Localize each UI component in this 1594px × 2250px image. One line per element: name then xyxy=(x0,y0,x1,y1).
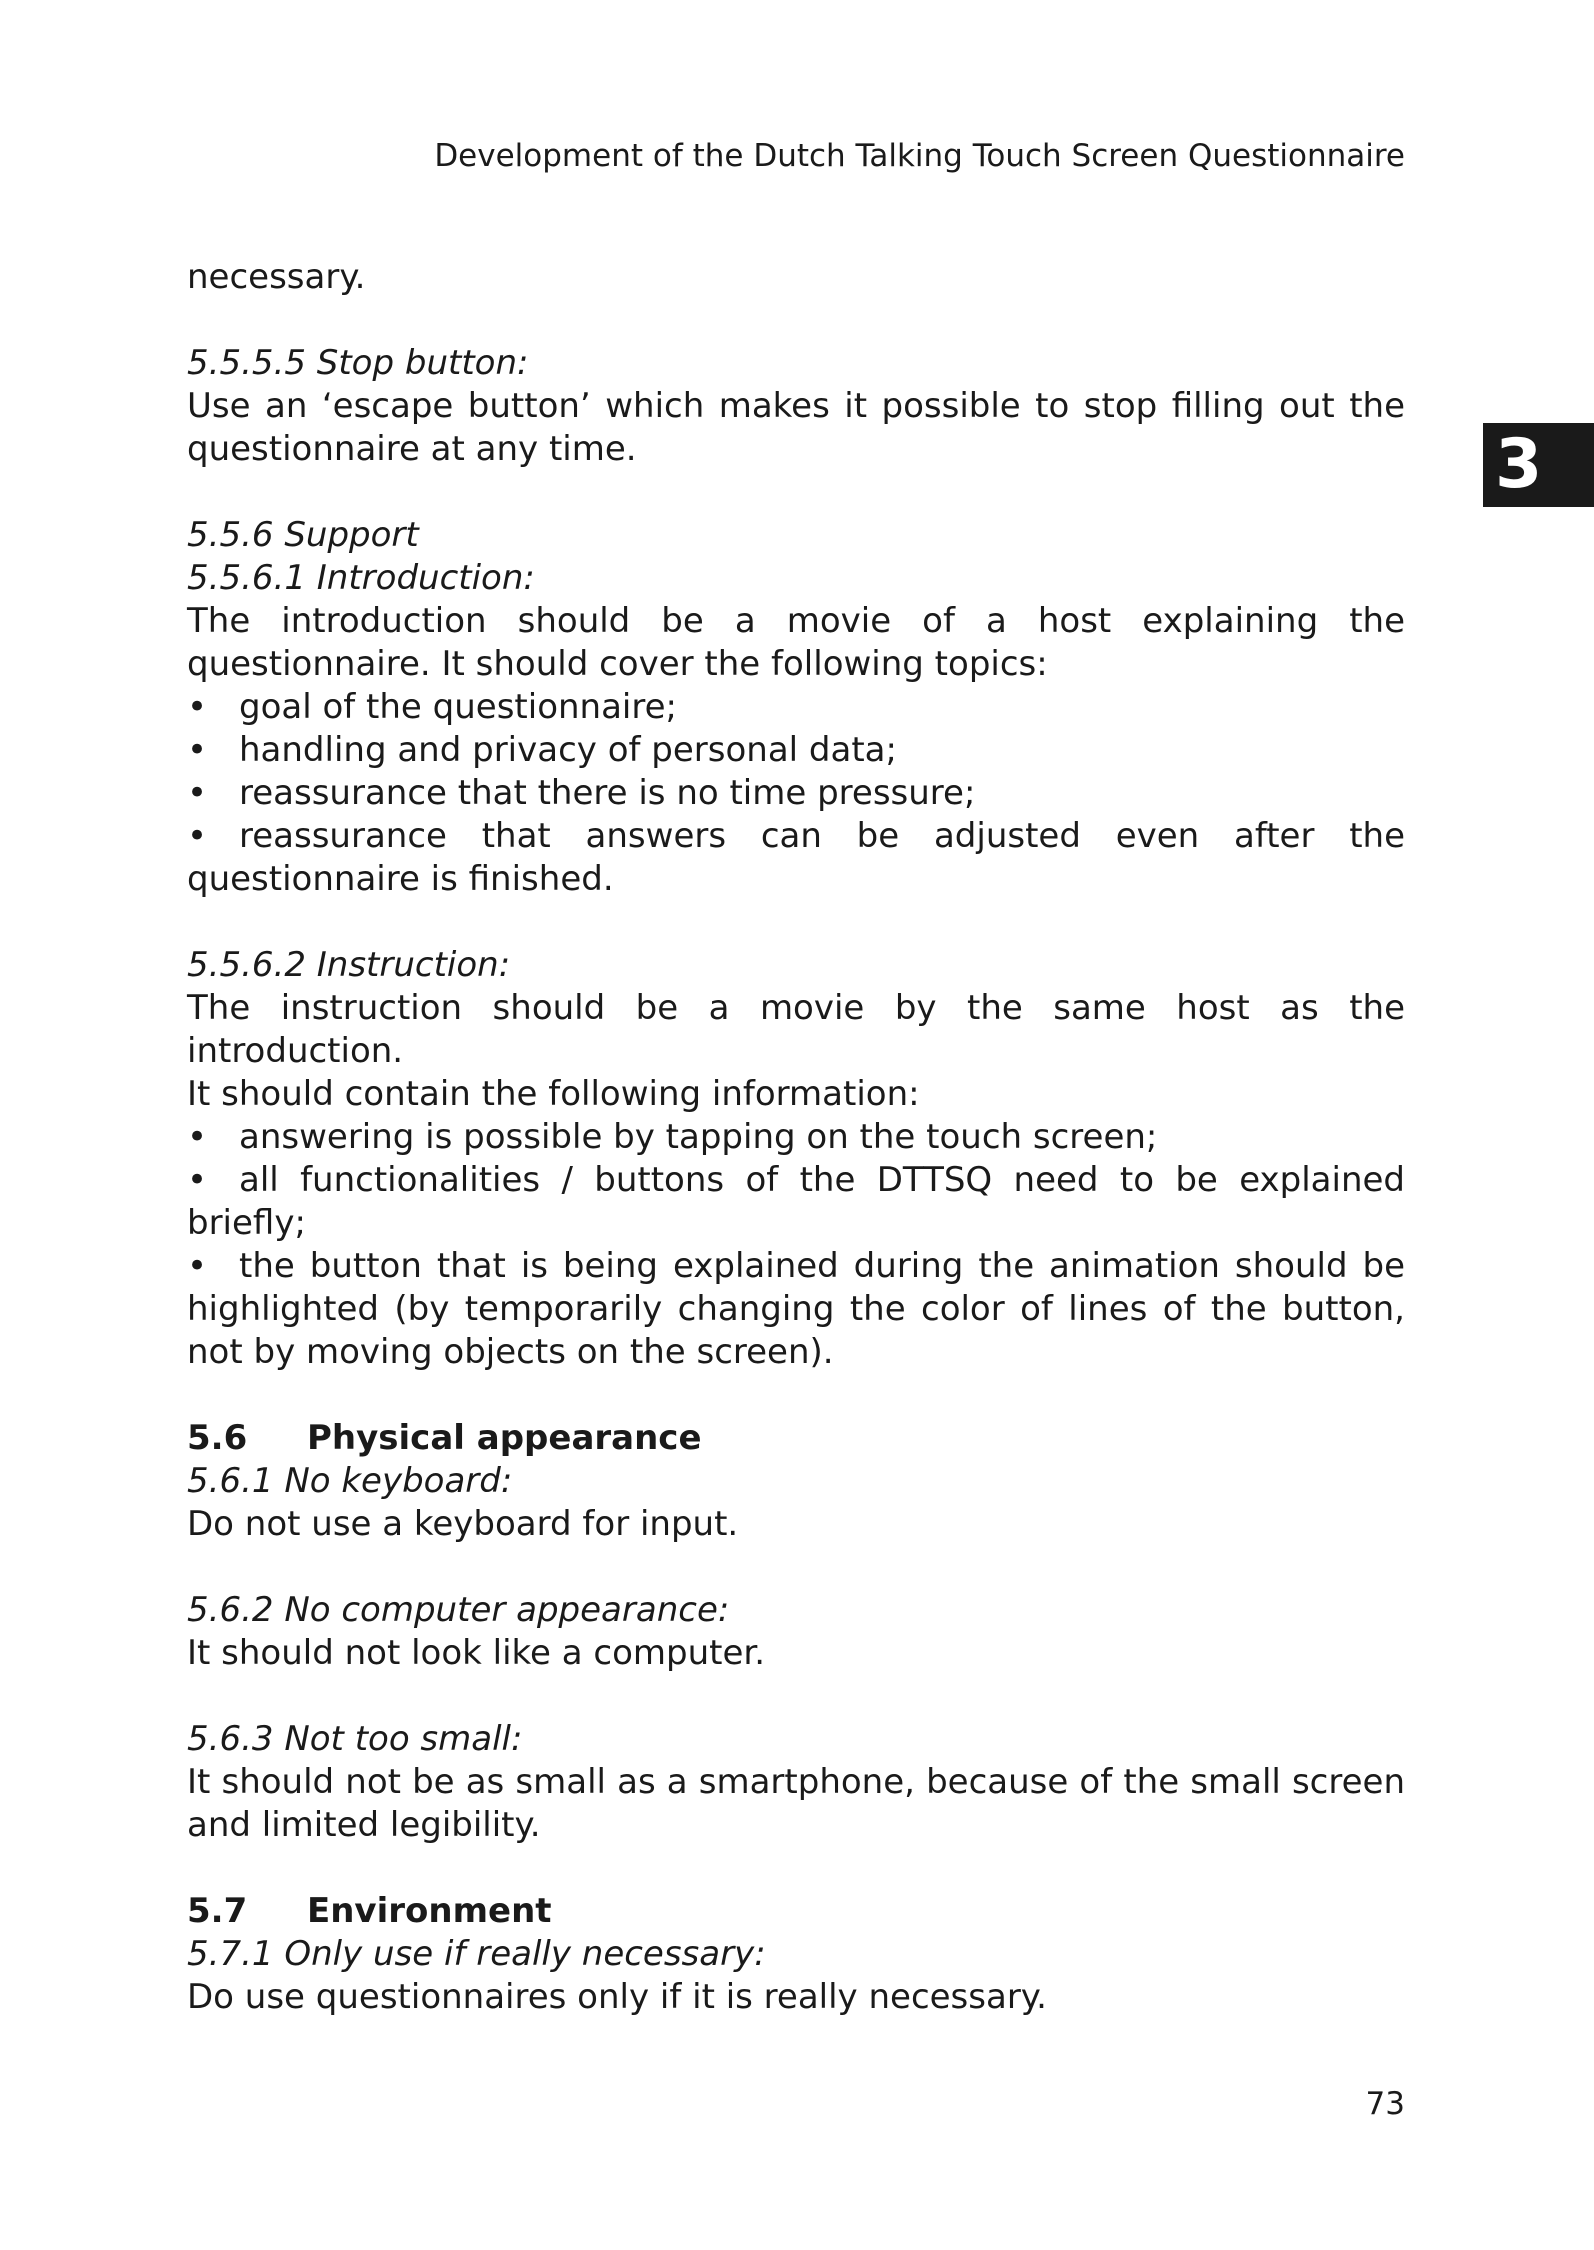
paragraph-line: Use an ‘escape button’ which makes it possible to stop filling out the xyxy=(187,386,1405,426)
subsection-title-562: 5.6.2 No computer appearance: xyxy=(187,1590,730,1630)
subsection-title-561: 5.6.1 No keyboard: xyxy=(187,1461,513,1501)
bullet-icon: • xyxy=(187,773,208,813)
bullet-icon: • xyxy=(187,1160,208,1200)
subsection-title-5555: 5.5.5.5 Stop button: xyxy=(187,343,529,383)
list-item: • reassurance that there is no time pressure; xyxy=(187,773,976,813)
bullet-icon: • xyxy=(187,687,208,727)
paragraph-line: The instruction should be a movie by the same host as the introduction. xyxy=(187,988,1405,1071)
continued-text: necessary. xyxy=(187,257,366,297)
list-item: • answering is possible by tapping on the touch screen; xyxy=(187,1117,1158,1157)
list-item: • reassurance that answers can be adjusted even after the xyxy=(187,816,1405,856)
paragraph-line: The introduction should be a movie of a host explaining the xyxy=(187,601,1405,641)
subsection-title-5562: 5.5.6.2 Instruction: xyxy=(187,945,511,985)
subsection-title-563: 5.6.3 Not too small: xyxy=(187,1719,523,1759)
chapter-tab: 3 xyxy=(1483,423,1594,507)
list-item-continuation: not by moving objects on the screen). xyxy=(187,1332,834,1372)
subsection-title-556: 5.5.6 Support xyxy=(187,515,419,555)
paragraph-line: questionnaire at any time. xyxy=(187,429,637,469)
list-item-continuation: briefly; xyxy=(187,1203,306,1243)
bullet-icon: • xyxy=(187,1246,208,1286)
list-item: • goal of the questionnaire; xyxy=(187,687,677,727)
subsection-title-571: 5.7.1 Only use if really necessary: xyxy=(187,1934,766,1974)
paragraph-line: It should not look like a computer. xyxy=(187,1633,766,1673)
list-item-continuation: questionnaire is finished. xyxy=(187,859,614,899)
list-item: • the button that is being explained during the animation should be xyxy=(187,1246,1405,1286)
paragraph-line: Do use questionnaires only if it is really necessary. xyxy=(187,1977,1047,2017)
bullet-icon: • xyxy=(187,1117,208,1157)
paragraph-line: and limited legibility. xyxy=(187,1805,541,1845)
section-heading-57 xyxy=(187,1890,1405,1933)
section-title: Environment xyxy=(307,1891,552,1931)
section-heading-56 xyxy=(187,1417,1405,1460)
paragraph-line: questionnaire. It should cover the following topics: xyxy=(187,644,1048,684)
page-number: 73 xyxy=(1365,2086,1405,2122)
bullet-icon: • xyxy=(187,816,208,856)
section-title: Physical appearance xyxy=(307,1418,702,1458)
list-item: • all functionalities / buttons of the DTTSQ need to be explained xyxy=(187,1160,1405,1200)
running-header: Development of the Dutch Talking Touch Screen Questionnaire xyxy=(434,138,1405,174)
paragraph-line: It should not be as small as a smartphone, because of the small screen xyxy=(187,1762,1405,1802)
bullet-icon: • xyxy=(187,730,208,770)
section-number: 5.7 xyxy=(187,1891,248,1931)
subsection-title-5561: 5.5.6.1 Introduction: xyxy=(187,558,535,598)
page-body xyxy=(187,256,1405,2019)
list-item-continuation: highlighted (by temporarily changing the color of lines of the button, xyxy=(187,1289,1405,1329)
list-item: • handling and privacy of personal data; xyxy=(187,730,897,770)
section-number: 5.6 xyxy=(187,1418,248,1458)
paragraph-line: Do not use a keyboard for input. xyxy=(187,1504,739,1544)
paragraph-line: It should contain the following information: xyxy=(187,1074,920,1114)
